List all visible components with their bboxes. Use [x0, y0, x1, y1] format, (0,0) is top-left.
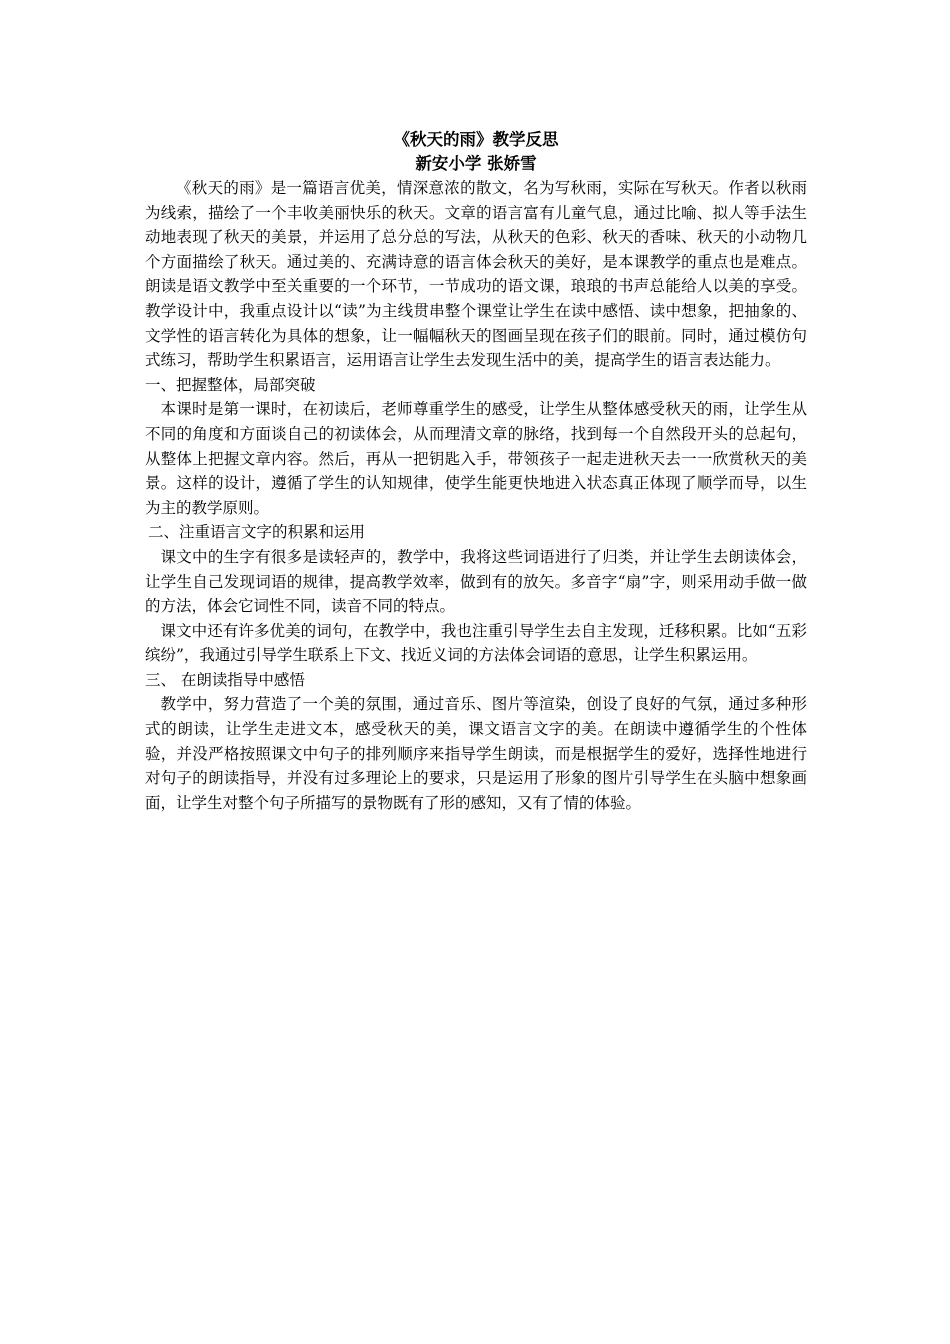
document-page	[145, 128, 807, 815]
section-2-paragraph-2: 课文中还有许多优美的词句，在教学中，我也注重引导学生去自主发现，迁移积累。比如“五彩缤纷”，我通过引导学生联系上下文、找近义词的方法体会词语的意思，让学生积累运用。	[145, 621, 807, 665]
author-line: 新安小学 张娇雪	[415, 154, 537, 173]
intro-paragraph: 《秋天的雨》是一篇语言优美，情深意浓的散文，名为写秋雨，实际在写秋天。作者以秋雨为线索，描绘了一个丰收美丽快乐的秋天。文章的语言富有儿童气息，通过比喻、拟人等手法生动地表现了秋天的美景，并运用了总分总的写法，从秋天的色彩、秋天的香味、秋天的小动物几个方面描绘了秋天。通过美的、充满诗意的语言体会秋天的美好，是本课教学的重点也是难点。朗读是语文教学中至关重要的一个环节，一节成功的语文课，琅琅的书声总能给人以美的享受。教学设计中，我重点设计以“读”为主线贯串整个课堂让学生在读中感悟、读中想象，把抽象的、文学性的语言转化为具体的想象，让一幅幅秋天的图画呈现在孩子们的眼前。同时，通过模仿句式练习，帮助学生积累语言，运用语言让学生去发现生活中的美，提高学生的语言表达能力。	[145, 179, 807, 370]
section-1-paragraph: 本课时是第一课时，在初读后，老师尊重学生的感受，让学生从整体感受秋天的雨，让学生从不同的角度和方面谈自己的初读体会，从而理清文章的脉络，找到每一个自然段开头的总起句，从整体上把握文章内容。然后，再从一把钥匙入手，带领孩子一起走进秋天去一一欣赏秋天的美景。这样的设计，遵循了学生的认知规律，使学生能更快地进入状态真正体现了顺学而导，以生为主的教学原则。	[145, 400, 807, 517]
document-title: 《秋天的雨》教学反思	[393, 130, 559, 149]
section-2-paragraph-1: 课文中的生字有很多是读轻声的，教学中，我将这些词语进行了归类，并让学生去朗读体会，让学生自己发现词语的规律，提高教学效率，做到有的放矢。多音字“扇”字，则采用动手做一做的方法，体会它词性不同，读音不同的特点。	[145, 547, 807, 616]
section-heading-2: 二、注重语言文字的积累和运用	[148, 523, 366, 542]
section-heading-3: 三、 在朗读指导中感悟	[145, 670, 305, 689]
section-3-paragraph: 教学中，努力营造了一个美的氛围，通过音乐、图片等渲染，创设了良好的气氛，通过多种形式的朗读，让学生走进文本，感受秋天的美，课文语言文字的美。在朗读中遵循学生的个性体验，并没严格按照课文中句子的排列顺序来指导学生朗读，而是根据学生的爱好，选择性地进行对句子的朗读指导，并没有过多理论上的要求，只是运用了形象的图片引导学生在头脑中想象画面，让学生对整个句子所描写的景物既有了形的感知，又有了情的体验。	[145, 695, 807, 812]
section-heading-1: 一、把握整体，局部突破	[145, 375, 316, 394]
